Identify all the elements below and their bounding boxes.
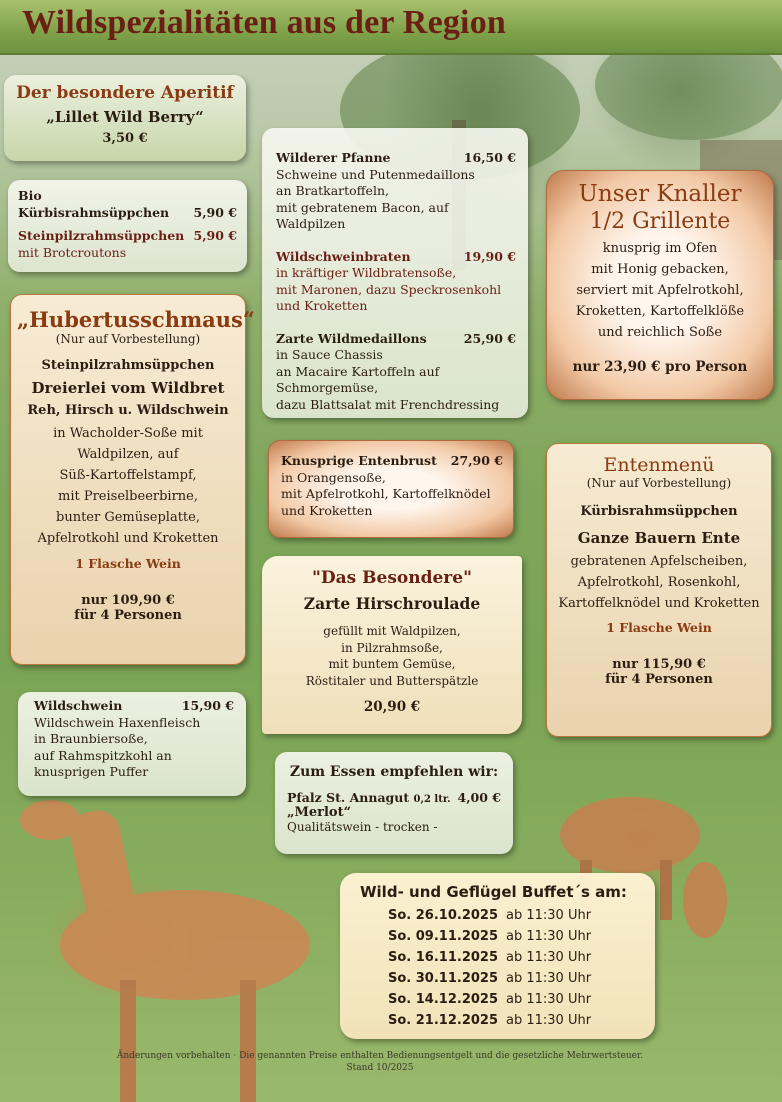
knaller-title-2: 1/2 Grillente <box>589 209 731 234</box>
entenmenu-wine: 1 Flasche Wein <box>606 620 712 635</box>
main-item-1 <box>276 150 516 167</box>
buffet-box <box>340 873 655 1039</box>
entenmenu-main: Ganze Bauern Ente <box>577 529 741 547</box>
wildschwein-name: Wildschwein <box>34 698 123 713</box>
main-item-1-price: 16,50 € <box>463 150 516 165</box>
knaller-price: nur 23,90 € pro Person <box>572 359 748 375</box>
buffet-date-row <box>388 968 655 989</box>
buffet-date: So. 16.11.2025 <box>388 950 498 965</box>
hubertus-main: Dreierlei vom Wildbret <box>31 379 225 397</box>
buffet-time: ab 11:30 Uhr <box>506 929 592 944</box>
knaller-title-1: Unser Knaller <box>578 181 742 207</box>
footer <box>80 1050 680 1074</box>
entenmenu-desc-line: gebratenen Apfelscheiben, <box>570 554 748 569</box>
hubertus-desc-line: in Wacholder-Soße mit <box>53 426 203 441</box>
entenmenu-persons: für 4 Personen <box>605 672 713 687</box>
besondere-desc-line: in Pilzrahmsoße, <box>341 640 443 655</box>
header-banner <box>0 0 782 55</box>
knaller-box <box>546 170 774 400</box>
besondere-name: Zarte Hirschroulade <box>303 594 481 613</box>
buffet-date: So. 21.12.2025 <box>388 1013 498 1028</box>
entenmenu-soup: Kürbisrahmsüppchen <box>580 504 738 519</box>
entenbrust-box <box>268 440 514 538</box>
wine-variety: „Merlot“ <box>287 805 352 820</box>
main-item-1-desc: mit gebratenem Bacon, auf Waldpilzen <box>276 199 449 231</box>
main-item-1-name: Wilderer Pfanne <box>276 150 391 165</box>
wildschwein-desc-line: knusprigen Puffer <box>34 764 149 779</box>
soup-bio-label: Bio <box>18 188 42 203</box>
entenmenu-note: (Nur auf Vorbestellung) <box>586 476 732 490</box>
hubertus-persons: für 4 Personen <box>74 608 182 623</box>
hubertus-note: (Nur auf Vorbestellung) <box>55 332 201 346</box>
buffet-date: So. 14.12.2025 <box>388 992 498 1007</box>
buffet-title: Wild- und Geflügel Buffet´s am: <box>360 883 627 901</box>
entenbrust-name: Knusprige Entenbrust <box>281 453 437 468</box>
hubertus-meats: Reh, Hirsch u. Wildschwein <box>27 403 229 418</box>
hubertus-title: „Hubertusschmaus“ <box>17 307 255 332</box>
hubertus-desc <box>17 423 239 549</box>
soup-item-1-name: Kürbisrahmsüppchen <box>18 204 170 220</box>
entenbrust-desc-line: in Orangensoße, <box>281 469 386 485</box>
wine-price: 4,00 € <box>457 790 501 805</box>
main-item-3-desc: dazu Blattsalat mit Frenchdressing <box>276 396 500 412</box>
knaller-desc <box>553 238 767 343</box>
buffet-dates <box>388 905 655 1031</box>
aperitif-name: „Lillet Wild Berry“ <box>46 108 204 126</box>
soup-item-2-price: 5,90 € <box>193 228 237 243</box>
footer-date: Stand 10/2025 <box>346 1063 414 1073</box>
buffet-date-row <box>388 947 655 968</box>
entenbrust-desc-line: mit Apfelrotkohl, Kartoffelknödel <box>281 486 491 501</box>
aperitif-title: Der besondere Aperitif <box>16 83 234 103</box>
entenbrust-price: 27,90 € <box>450 453 503 468</box>
hubertus-desc-line: mit Preiselbeerbirne, <box>58 489 198 504</box>
main-item-2 <box>276 249 516 266</box>
besondere-price: 20,90 € <box>363 699 421 715</box>
besondere-box <box>262 556 522 734</box>
entenmenu-box <box>546 443 772 737</box>
wine-name: Pfalz St. Annagut <box>287 790 410 805</box>
aperitif-price: 3,50 € <box>102 131 148 146</box>
wine-quality: Qualitätswein - trocken - <box>287 820 438 834</box>
buffet-date: So. 30.11.2025 <box>388 971 498 986</box>
wildschwein-desc-line: in Braunbiersoße, <box>34 731 148 746</box>
entenmenu-price: nur 115,90 € <box>612 657 706 672</box>
soups-box <box>8 180 247 272</box>
wildschwein-price: 15,90 € <box>181 698 234 713</box>
main-item-2-name: Wildschweinbraten <box>276 248 411 264</box>
hubertus-wine: 1 Flasche Wein <box>75 556 181 571</box>
wine-title: Zum Essen empfehlen wir: <box>289 764 499 780</box>
hubertus-desc-line: Süß-Kartoffelstampf, <box>59 468 197 483</box>
footer-disclaimer: Änderungen vorbehalten · Die genannten Preise enthalten Bedienungsentgelt und die gesetzliche Mehrwertsteuer. <box>116 1051 644 1061</box>
wine-volume: 0,2 ltr. <box>413 794 451 805</box>
main-item-2-desc: in kräftiger Wildbratensoße, <box>276 265 457 280</box>
wine-row <box>287 790 501 805</box>
buffet-time: ab 11:30 Uhr <box>506 908 592 923</box>
hubertus-desc-line: bunter Gemüseplatte, <box>56 510 200 525</box>
main-item-3-name: Zarte Wildmedaillons <box>276 330 427 346</box>
buffet-date-row <box>388 905 655 926</box>
buffet-date-row <box>388 926 655 947</box>
buffet-time: ab 11:30 Uhr <box>506 992 592 1007</box>
hubertus-box <box>10 294 255 665</box>
besondere-desc <box>270 623 514 689</box>
hubertus-desc-line: Waldpilzen, auf <box>77 447 179 462</box>
entenmenu-desc-line: Kartoffelknödel und Kroketten <box>558 596 760 611</box>
soup-item-2-desc: mit Brotcroutons <box>18 244 127 260</box>
main-item-2-desc: mit Maronen, dazu Speckrosenkohl <box>276 281 502 297</box>
page-title: Wildspezialitäten aus der Region <box>22 4 507 41</box>
entenbrust-desc-line: und Kroketten <box>281 502 373 518</box>
wildschwein-desc-line: Wildschwein Haxenfleisch <box>34 714 201 730</box>
knaller-desc-line: mit Honig gebacken, <box>591 262 729 277</box>
entenbrust-header <box>281 453 503 470</box>
main-item-3-price: 25,90 € <box>463 330 516 346</box>
buffet-date: So. 09.11.2025 <box>388 929 498 944</box>
main-item-3-desc: in Sauce Chassis <box>276 347 383 362</box>
entenmenu-title: Entenmenü <box>603 454 715 476</box>
knaller-desc-line: Kroketten, Kartoffelklöße <box>575 304 745 319</box>
buffet-time: ab 11:30 Uhr <box>506 950 592 965</box>
hubertus-desc-line: Apfelrotkohl und Kroketten <box>37 531 219 546</box>
knaller-desc-line: und reichlich Soße <box>597 325 723 340</box>
soup-item-2 <box>18 228 237 245</box>
wildschwein-header <box>34 698 234 715</box>
entenmenu-desc <box>551 551 767 614</box>
aperitif-box <box>4 75 246 161</box>
wine-name-group <box>287 790 451 805</box>
knaller-desc-line: knusprig im Ofen <box>602 241 718 256</box>
knaller-desc-line: serviert mit Apfelrotkohl, <box>576 283 744 298</box>
buffet-time: ab 11:30 Uhr <box>506 971 592 986</box>
buffet-date-row <box>388 989 655 1010</box>
soup-item-1 <box>18 205 237 222</box>
entenmenu-desc-line: Apfelrotkohl, Rosenkohl, <box>577 575 741 590</box>
wine-box <box>275 752 513 854</box>
buffet-date-row <box>388 1010 655 1031</box>
main-item-1-desc: an Bratkartoffeln, <box>276 183 389 198</box>
soup-item-1-price: 5,90 € <box>193 204 237 220</box>
main-item-2-desc: und Kroketten <box>276 298 368 313</box>
wildschwein-desc-line: auf Rahmspitzkohl an <box>34 747 172 763</box>
soup-item-2-name: Steinpilzrahmsüppchen <box>18 228 185 243</box>
mains-box <box>262 128 528 418</box>
besondere-desc-line: mit buntem Gemüse, <box>328 657 456 671</box>
buffet-time: ab 11:30 Uhr <box>506 1013 592 1028</box>
besondere-desc-line: gefüllt mit Waldpilzen, <box>323 624 461 638</box>
main-item-3-desc: an Macaire Kartoffeln auf Schmorgemüse, <box>276 363 440 395</box>
besondere-desc-line: Röstitaler und Butterspätzle <box>305 673 479 688</box>
main-item-1-desc: Schweine und Putenmedaillons <box>276 166 475 182</box>
wildschwein-box <box>18 692 246 796</box>
buffet-date: So. 26.10.2025 <box>388 908 498 923</box>
besondere-title: "Das Besondere" <box>312 568 472 588</box>
main-item-2-price: 19,90 € <box>463 248 516 264</box>
hubertus-soup: Steinpilzrahmsüppchen <box>41 358 215 373</box>
main-item-3 <box>276 331 516 348</box>
hubertus-price: nur 109,90 € <box>81 593 175 608</box>
